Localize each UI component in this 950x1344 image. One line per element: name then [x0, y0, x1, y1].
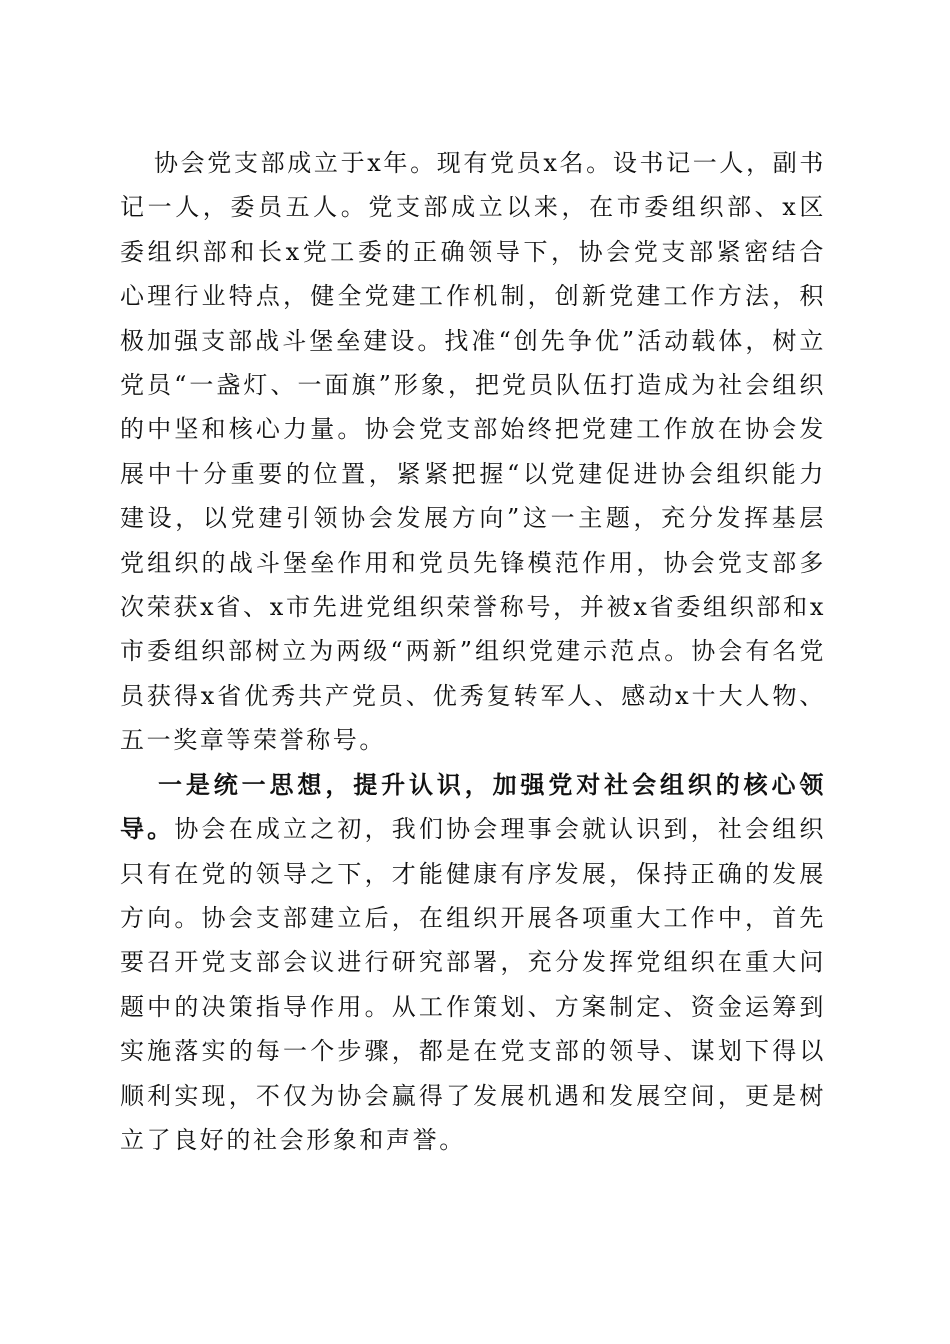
paragraph-heading: 一是统一思想，提升认识，加强党对社会组织的核心领导。: [120, 769, 826, 844]
document-page: [120, 141, 826, 1162]
paragraph-body: 协会在成立之初，我们协会理事会就认识到，社会组织只有在党的领导之下，才能健康有序发展，保持正确的发展方向。协会支部建立后，在组织开展各项重大工作中，首先要召开党支部会议进行研究部署，充分发挥党组织在重大问题中的决策指导作用。从工作策划、方案制定、资金运筹到实施落实的每一个步骤，都是在党支部的领导、谋划下得以顺利实现，不仅为协会赢得了发展机遇和发展空间，更是树立了良好的社会形象和声誉。: [120, 815, 826, 1154]
paragraph-party-branch-overview: 协会党支部成立于x年。现有党员x名。设书记一人，副书记一人，委员五人。党支部成立以来，在市委组织部、x区委组织部和长x党工委的正确领导下，协会党支部紧密结合心理行业特点，健全党建工作机制，创新党建工作方法，积极加强支部战斗堡垒建设。找准“创先争优”活动载体，树立党员“一盏灯、一面旗”形象，把党员队伍打造成为社会组织的中坚和核心力量。协会党支部始终把党建工作放在协会发展中十分重要的位置，紧紧把握“以党建促进协会组织能力建设，以党建引领协会发展方向”这一主题，充分发挥基层党组织的战斗堡垒作用和党员先锋模范作用，协会党支部多次荣获x省、x市先进党组织荣誉称号，并被x省委组织部和x市委组织部树立为两级“两新”组织党建示范点。协会有名党员获得x省优秀共产党员、优秀复转军人、感动x十大人物、五一奖章等荣誉称号。: [120, 149, 826, 755]
paragraph-unified-thinking: [120, 763, 826, 1163]
